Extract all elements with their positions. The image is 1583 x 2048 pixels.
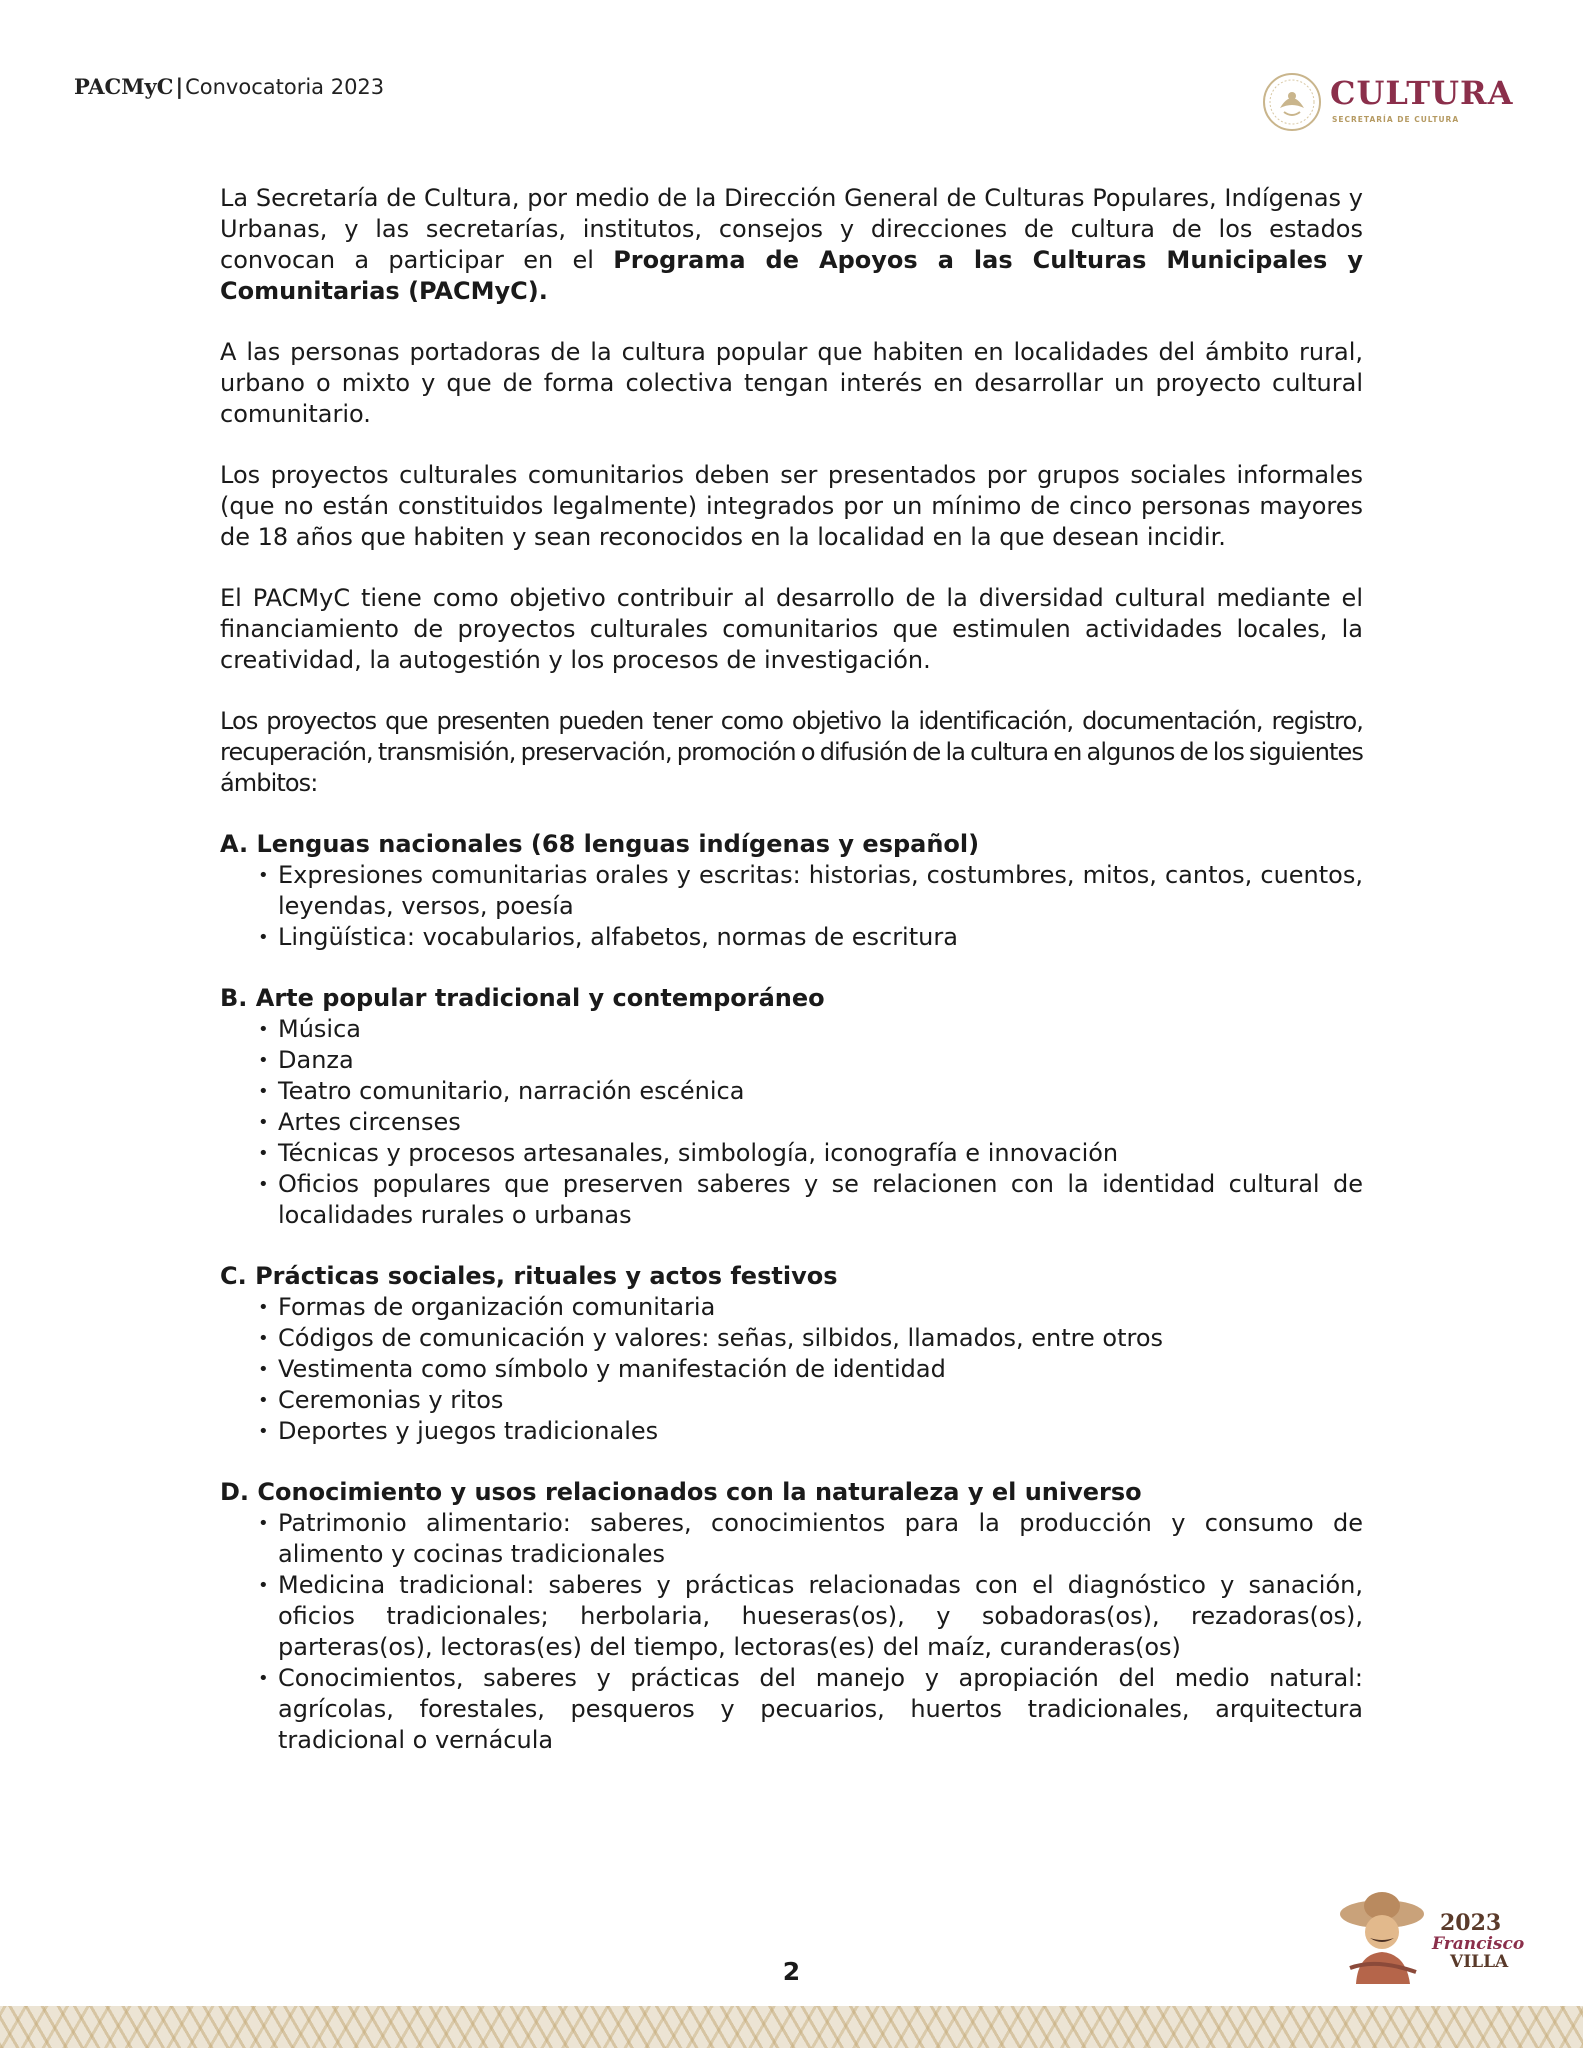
list-item: • Códigos de comunicación y valores: señas, silbidos, llamados, entre otros: [278, 1323, 1363, 1354]
list-item: • Vestimenta como símbolo y manifestación de identidad: [278, 1354, 1363, 1385]
list-item: • Medicina tradicional: saberes y prácticas relacionadas con el diagnóstico y sanación, oficios tradicionales; herbolaria, hueseras(os), y sobadoras(os), rezadoras(os), parteras(os), lectoras(es) del tiempo, lectoras(es) del maíz, curanderas(os): [278, 1570, 1363, 1663]
document-header: [74, 74, 384, 99]
page-number: 2: [782, 1957, 801, 1986]
header-brand: PACMyC: [74, 74, 174, 99]
cultura-logo: [1262, 72, 1512, 132]
header-separator: |: [175, 75, 184, 99]
section-b-title: B. Arte popular tradicional y contemporáneo: [220, 984, 825, 1012]
section-b-list: [220, 1014, 1363, 1231]
section-a: [220, 829, 1363, 953]
list-item: • Teatro comunitario, narración escénica: [278, 1076, 1363, 1107]
intro-paragraph-4: El PACMyC tiene como objetivo contribuir al desarrollo de la diversidad cultural mediante el financiamiento de proyectos culturales comunitarios que estimulen actividades locales, la creatividad, la autogestión y los procesos de investigación.: [220, 584, 1363, 674]
coat-of-arms-seal-icon: [1262, 72, 1322, 132]
document-body: [220, 183, 1363, 1786]
section-b: [220, 983, 1363, 1231]
list-item: • Música: [278, 1014, 1363, 1045]
list-item: • Artes circenses: [278, 1107, 1363, 1138]
list-item: • Patrimonio alimentario: saberes, conocimientos para la producción y consumo de alimento y cocinas tradicionales: [278, 1508, 1363, 1570]
section-a-title: A. Lenguas nacionales (68 lenguas indígenas y español): [220, 830, 980, 858]
section-d: [220, 1477, 1363, 1756]
intro-p1-program-name: Programa de Apoyos a las Culturas Municipales y Comunitarias (PACMyC).: [220, 246, 1363, 305]
section-d-title: D. Conocimiento y usos relacionados con la naturaleza y el universo: [220, 1478, 1142, 1506]
list-item: • Ceremonias y ritos: [278, 1385, 1363, 1416]
decorative-border: [0, 2006, 1583, 2048]
logo-subtitle: SECRETARÍA DE CULTURA: [1332, 115, 1460, 124]
list-item: • Danza: [278, 1045, 1363, 1076]
section-c-title: C. Prácticas sociales, rituales y actos festivos: [220, 1262, 838, 1290]
list-item: • Formas de organización comunitaria: [278, 1292, 1363, 1323]
intro-p1-text: La Secretaría de Cultura, por medio de la Dirección General de Culturas Populares, Indígenas y Urbanas, y las secretarías, institutos, consejos y direcciones de cultura de los estados convocan a participar en el: [220, 184, 1363, 274]
intro-paragraph-2: A las personas portadoras de la cultura popular que habiten en localidades del ámbito rural, urbano o mixto y que de forma colectiva tengan interés en desarrollar un proyecto cultural comunitario.: [220, 338, 1363, 428]
badge-name-first: Francisco: [1432, 1934, 1525, 1954]
logo-wordmark: CULTURA: [1330, 74, 1514, 112]
list-item: • Técnicas y procesos artesanales, simbología, iconografía e innovación: [278, 1138, 1363, 1169]
badge-year: 2023: [1440, 1910, 1502, 1936]
list-item: • Conocimientos, saberes y prácticas del manejo y apropiación del medio natural: agrícolas, forestales, pesqueros y pecuarios, huertos tradicionales, arquitectura tradicional o vernácula: [278, 1663, 1363, 1756]
section-d-list: [220, 1508, 1363, 1756]
badge-name-last: VILLA: [1450, 1952, 1509, 1972]
list-item: • Oficios populares que preserven saberes y se relacionen con la identidad cultural de localidades rurales o urbanas: [278, 1169, 1363, 1231]
intro-paragraph-5: Los proyectos que presenten pueden tener como objetivo la identificación, documentación, registro, recuperación, transmisión, preservación, promoción o difusión de la cultura en algunos de los siguientes ámbitos:: [220, 707, 1363, 797]
list-item: • Lingüística: vocabularios, alfabetos, normas de escritura: [278, 922, 1363, 953]
intro-paragraph-3: Los proyectos culturales comunitarios deben ser presentados por grupos sociales informales (que no están constituidos legalmente) integrados por un mínimo de cinco personas mayores de 18 años que habiten y sean reconocidos en la localidad en la que desean incidir.: [220, 461, 1363, 551]
list-item: • Expresiones comunitarias orales y escritas: historias, costumbres, mitos, cantos, cuentos, leyendas, versos, poesía: [278, 860, 1363, 922]
section-c: [220, 1261, 1363, 1447]
intro-paragraph-1: [220, 183, 1363, 307]
section-a-list: [220, 860, 1363, 953]
section-c-list: [220, 1292, 1363, 1447]
list-item: • Deportes y juegos tradicionales: [278, 1416, 1363, 1447]
header-subtitle: Convocatoria 2023: [185, 75, 385, 99]
